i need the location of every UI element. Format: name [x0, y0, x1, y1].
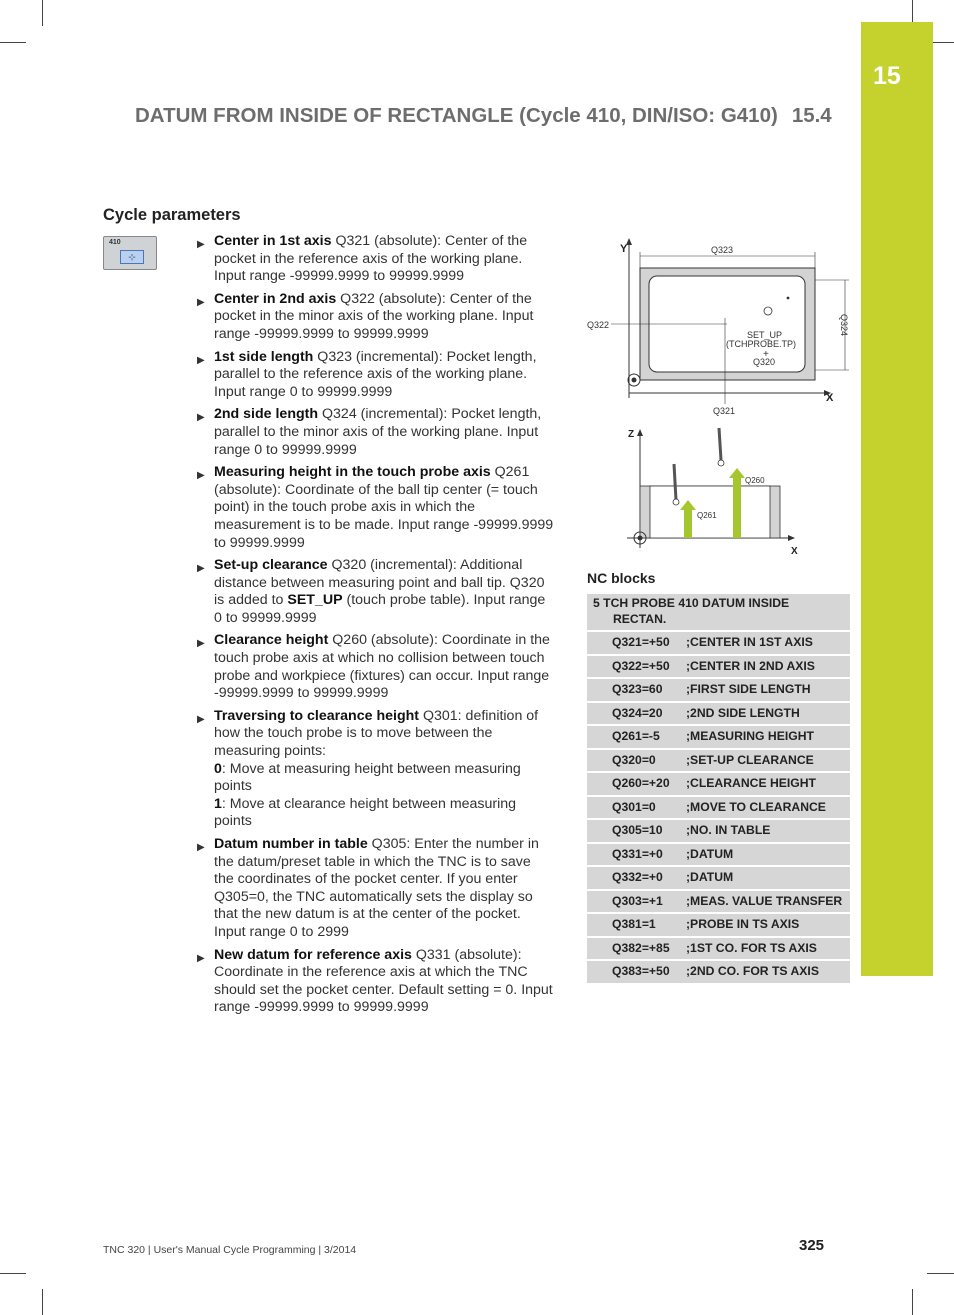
nc-comment: ;1ST CO. FOR TS AXIS — [686, 937, 850, 961]
nc-row — [587, 631, 850, 655]
nc-comment: ;2ND SIDE LENGTH — [686, 702, 850, 726]
parameter-name: 1st side length — [214, 348, 314, 365]
crop-mark — [912, 1289, 913, 1315]
parameter-text: Q301: definition of how the touch probe is to move between the measuring points: — [214, 707, 539, 760]
chapter-number: 15 — [873, 62, 901, 90]
footer-text: TNC 320 | User's Manual Cycle Programming | 3/2014 — [103, 1244, 357, 1256]
bullet-arrow-icon: ▶ — [197, 296, 205, 308]
z-axis-label: Z — [628, 429, 635, 440]
nc-code: Q324=20 — [587, 702, 686, 726]
crop-mark — [42, 0, 43, 26]
page-number: 325 — [799, 1237, 825, 1254]
nc-code: Q260=+20 — [587, 772, 686, 796]
nc-row — [587, 725, 850, 749]
bullet-arrow-icon: ▶ — [197, 239, 205, 250]
crop-mark — [0, 1273, 26, 1274]
bullet-arrow-icon: ▶ — [197, 713, 205, 725]
nc-comment: ;MEASURING HEIGHT — [686, 725, 850, 749]
nc-row — [587, 843, 850, 867]
nc-code: Q261=-5 — [587, 725, 686, 749]
parameter-item — [196, 464, 554, 552]
setup-label: SET_UP — [747, 330, 783, 340]
nc-code: Q323=60 — [587, 678, 686, 702]
page-header — [135, 104, 832, 128]
side-x-axis-label: X — [791, 546, 798, 557]
bullet-arrow-icon: ▶ — [197, 354, 205, 366]
option-key: 0 — [214, 760, 222, 777]
parameter-text: Q305: Enter the number in the datum/preset table in which the TNC is to save the coordinates of the pocket center. If you enter Q305=0, the TNC automatically sets the display so that the new datum is at the center of the pocket. Input range 0 to 2999 — [214, 836, 539, 940]
parameter-name: Clearance height — [214, 632, 329, 649]
nc-code: Q321=+50 — [587, 631, 686, 655]
nc-blocks-title: NC blocks — [587, 570, 656, 586]
nc-comment: ;NO. IN TABLE — [686, 819, 850, 843]
bullet-arrow-icon: ▶ — [197, 638, 205, 650]
parameter-name: Center in 2nd axis — [214, 290, 337, 307]
nc-row — [587, 796, 850, 820]
nc-row — [587, 937, 850, 961]
nc-code: Q332=+0 — [587, 866, 686, 890]
nc-code: Q303=+1 — [587, 890, 686, 914]
nc-header-line2: RECTAN. — [613, 611, 667, 626]
plus-label: + — [763, 349, 769, 360]
nc-code: Q381=1 — [587, 913, 686, 937]
parameter-item — [196, 233, 554, 286]
parameter-item — [196, 632, 554, 702]
bullet-arrow-icon: ▶ — [197, 842, 205, 853]
parameter-text: Q331 (absolute): Coordinate in the reference axis at which the TNC should set the pocket center. Default setting = 0. Input range -99999.9999 to 99999.9999 — [214, 946, 553, 1016]
parameter-name: 2nd side length — [214, 406, 319, 423]
nc-code: Q301=0 — [587, 796, 686, 820]
parameter-name: New datum for reference axis — [214, 946, 412, 963]
nc-header-line1: 5 TCH PROBE 410 DATUM INSIDE — [593, 596, 790, 610]
parameter-item — [196, 947, 554, 1017]
crop-mark — [0, 42, 26, 43]
parameter-text: Q323 (incremental): Pocket length, parallel to the reference axis of the working plane. Input range 0 to 99999.9999 — [214, 348, 537, 400]
parameter-text: Q324 (incremental): Pocket length, parallel to the minor axis of the working plane. Input range 0 to 99999.9999 — [214, 406, 542, 458]
bullet-arrow-icon: ▶ — [197, 952, 205, 964]
nc-row — [587, 913, 850, 937]
nc-row — [587, 960, 850, 984]
nc-code: Q320=0 — [587, 749, 686, 773]
q260-label: Q260 — [745, 476, 765, 485]
nc-header-cell — [587, 594, 850, 631]
parameter-item — [196, 836, 554, 942]
header-title: DATUM FROM INSIDE OF RECTANGLE (Cycle 410, DIN/ISO: G410) — [135, 104, 778, 127]
option-text: : Move at clearance height between measuring points — [214, 795, 517, 830]
tchprobe-label: (TCHPROBE.TP) — [726, 339, 797, 349]
y-axis-label: Y — [620, 243, 628, 255]
chapter-tab — [861, 22, 933, 976]
parameter-name: Set-up clearance — [214, 557, 328, 574]
option-key: 1 — [214, 795, 222, 812]
nc-comment: ;SET-UP CLEARANCE — [686, 749, 850, 773]
nc-code: Q331=+0 — [587, 843, 686, 867]
parameter-item — [196, 708, 554, 831]
nc-code: Q383=+50 — [587, 960, 686, 984]
nc-row — [587, 655, 850, 679]
parameter-name: Measuring height in the touch probe axis — [214, 464, 491, 481]
parameter-text: Q322 (absolute): Center of the pocket in the minor axis of the working plane. Input range -99999.9999 to 99999.9999 — [214, 290, 534, 342]
crop-mark — [927, 1273, 954, 1274]
nc-comment: ;MEAS. VALUE TRANSFER — [686, 890, 850, 914]
nc-row — [587, 702, 850, 726]
softkey-label: 410 — [109, 239, 121, 246]
parameter-name: Datum number in table — [214, 836, 368, 852]
x-axis-label: X — [826, 392, 834, 404]
option-text: : Move at measuring height between measuring points — [214, 760, 521, 795]
nc-comment: ;DATUM — [686, 866, 850, 890]
parameter-item — [196, 557, 554, 627]
parameter-text: Q261 (absolute): Coordinate of the ball tip center (= touch point) in the touch probe axis in which the measurement is to be made. Input range -99999.9999 to 99999.9999 — [214, 464, 554, 551]
bullet-arrow-icon: ▶ — [197, 563, 205, 575]
cycle-softkey[interactable] — [103, 236, 157, 270]
parameter-text: (touch probe table). Input range 0 to 99999.9999 — [214, 592, 546, 626]
parameter-item — [196, 406, 554, 459]
q322-label: Q322 — [587, 320, 610, 330]
nc-row — [587, 890, 850, 914]
parameter-text: Q321 (absolute): Center of the pocket in the reference axis of the working plane. Input range -99999.9999 to 99999.9999 — [214, 233, 528, 285]
nc-row — [587, 866, 850, 890]
nc-comment: ;CENTER IN 2ND AXIS — [686, 655, 850, 679]
nc-code: Q305=10 — [587, 819, 686, 843]
crosshair-icon: ⊹ — [120, 250, 144, 264]
q261-label: Q261 — [697, 511, 717, 520]
parameter-list — [196, 233, 554, 1022]
q320-label: Q320 — [753, 357, 776, 367]
section-title: Cycle parameters — [103, 206, 241, 224]
parameter-name: Traversing to clearance height — [214, 707, 420, 724]
parameter-name: Center in 1st axis — [214, 233, 332, 249]
nc-row — [587, 749, 850, 773]
nc-row — [587, 819, 850, 843]
nc-row — [587, 772, 850, 796]
parameter-text: Q320 (incremental): Additional distance between measuring point and ball tip. Q320 is added to — [214, 557, 545, 609]
nc-header-row — [587, 594, 850, 631]
bullet-arrow-icon: ▶ — [197, 470, 205, 482]
nc-comment: ;CENTER IN 1ST AXIS — [686, 631, 850, 655]
nc-comment: ;CLEARANCE HEIGHT — [686, 772, 850, 796]
nc-comment: ;DATUM — [686, 843, 850, 867]
side-view — [627, 428, 798, 557]
nc-code: Q322=+50 — [587, 655, 686, 679]
parameter-item — [196, 349, 554, 402]
q324-label: Q324 — [839, 314, 849, 337]
nc-comment: ;FIRST SIDE LENGTH — [686, 678, 850, 702]
nc-comment: ;2ND CO. FOR TS AXIS — [686, 960, 850, 984]
parameter-text: Q260 (absolute): Coordinate in the touch probe axis at which no collision between touch probe and workpiece (fixtures) can occur. Input range -99999.9999 to 99999.9999 — [214, 632, 550, 702]
parameter-keyword: SET_UP — [287, 592, 343, 609]
nc-code: Q382=+85 — [587, 937, 686, 961]
q323-label: Q323 — [711, 245, 734, 255]
nc-row — [587, 678, 850, 702]
parameter-item — [196, 291, 554, 344]
crop-mark — [42, 1289, 43, 1315]
nc-comment: ;MOVE TO CLEARANCE — [686, 796, 850, 820]
nc-blocks-table — [587, 594, 850, 985]
q321-label: Q321 — [713, 406, 736, 416]
bullet-arrow-icon: ▶ — [197, 412, 205, 424]
cycle-diagram — [583, 238, 853, 560]
nc-comment: ;PROBE IN TS AXIS — [686, 913, 850, 937]
header-section: 15.4 — [791, 104, 832, 127]
top-view — [587, 238, 849, 416]
